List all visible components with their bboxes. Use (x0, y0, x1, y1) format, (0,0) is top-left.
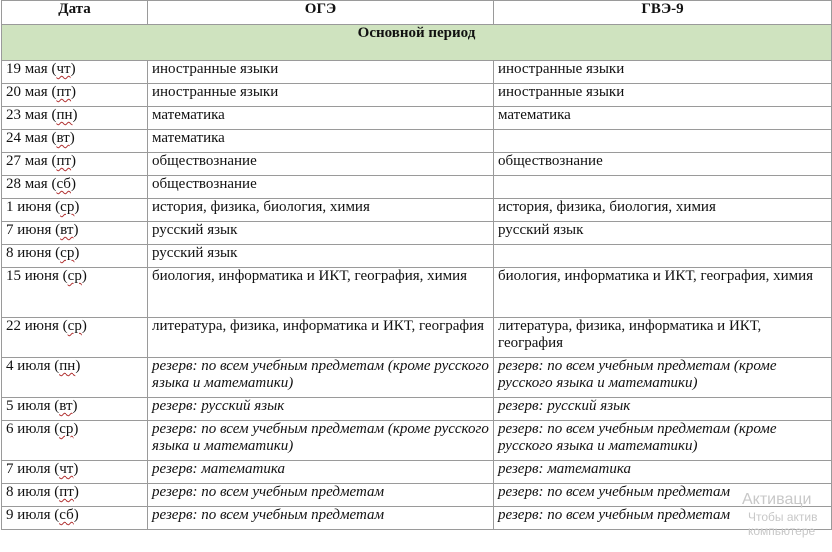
date-day: 9 июля (6, 507, 51, 523)
date-weekday: ср (67, 268, 82, 284)
gve-subject-cell: резерв: по всем учебным предметам (494, 484, 832, 507)
header-gve: ГВЭ-9 (494, 1, 832, 25)
oge-subject-cell: русский язык (148, 245, 494, 268)
date-day: 20 мая (6, 84, 48, 100)
header-row (2, 1, 832, 25)
oge-subject-cell: иностранные языки (148, 61, 494, 84)
table-row (2, 61, 832, 84)
table-row (2, 222, 832, 245)
oge-subject-cell: обществознание (148, 153, 494, 176)
date-weekday: сб (56, 176, 71, 192)
date-weekday: вт (59, 398, 73, 414)
date-cell: 6 июля (ср) (2, 421, 148, 461)
date-day: 5 июля (6, 398, 51, 414)
date-day: 15 июня (6, 268, 59, 284)
table-row (2, 461, 832, 484)
oge-subject-cell: литература, физика, информатика и ИКТ, география (148, 318, 494, 358)
header-date: Дата (2, 1, 148, 25)
gve-subject-cell (494, 245, 832, 268)
table-row (2, 268, 832, 318)
table-row (2, 245, 832, 268)
oge-subject-cell: биология, информатика и ИКТ, география, химия (148, 268, 494, 318)
date-day: 22 июня (6, 318, 59, 334)
date-day: 6 июля (6, 421, 51, 437)
oge-subject-cell: русский язык (148, 222, 494, 245)
date-weekday: ср (59, 421, 74, 437)
watermark-line-3: компьютере (748, 524, 816, 538)
date-weekday: пт (56, 84, 72, 100)
gve-subject-cell: математика (494, 107, 832, 130)
oge-subject-cell: резерв: математика (148, 461, 494, 484)
gve-subject-cell: биология, информатика и ИКТ, география, химия (494, 268, 832, 318)
date-weekday: ср (60, 199, 75, 215)
date-cell: 20 мая (пт) (2, 84, 148, 107)
date-cell: 15 июня (ср) (2, 268, 148, 318)
date-cell: 22 июня (ср) (2, 318, 148, 358)
date-cell: 8 июля (пт) (2, 484, 148, 507)
date-cell: 7 июля (чт) (2, 461, 148, 484)
date-weekday: чт (59, 461, 74, 477)
table-row (2, 130, 832, 153)
date-cell: 1 июня (ср) (2, 199, 148, 222)
date-cell: 23 мая (пн) (2, 107, 148, 130)
table-row (2, 421, 832, 461)
gve-subject-cell: резерв: русский язык (494, 398, 832, 421)
date-day: 1 июня (6, 199, 52, 215)
date-weekday: чт (56, 61, 71, 77)
date-weekday: ср (60, 245, 75, 261)
watermark-line-2: Чтобы актив (748, 510, 818, 524)
date-weekday: пн (59, 358, 76, 374)
date-day: 7 июля (6, 461, 51, 477)
gve-subject-cell: резерв: математика (494, 461, 832, 484)
table-row (2, 507, 832, 530)
table-row (2, 153, 832, 176)
date-day: 4 июля (6, 358, 51, 374)
gve-subject-cell: литература, физика, информатика и ИКТ, география (494, 318, 832, 358)
oge-subject-cell: резерв: по всем учебным предметам (кроме русского языка и математики) (148, 358, 494, 398)
date-day: 19 мая (6, 61, 48, 77)
oge-subject-cell: резерв: по всем учебным предметам (148, 507, 494, 530)
date-cell: 27 мая (пт) (2, 153, 148, 176)
date-weekday: сб (59, 507, 74, 523)
date-day: 23 мая (6, 107, 48, 123)
gve-subject-cell: резерв: по всем учебным предметам (494, 507, 832, 530)
period-row (2, 25, 832, 61)
gve-subject-cell: иностранные языки (494, 61, 832, 84)
table-row (2, 176, 832, 199)
table-row (2, 84, 832, 107)
date-weekday: пн (56, 107, 73, 123)
oge-subject-cell: резерв: по всем учебным предметам (кроме русского языка и математики) (148, 421, 494, 461)
date-day: 28 мая (6, 176, 48, 192)
date-weekday: вт (56, 130, 70, 146)
table-row (2, 318, 832, 358)
table-row (2, 398, 832, 421)
gve-subject-cell: русский язык (494, 222, 832, 245)
date-cell: 19 мая (чт) (2, 61, 148, 84)
date-day: 8 июня (6, 245, 52, 261)
date-day: 24 мая (6, 130, 48, 146)
gve-subject-cell: обществознание (494, 153, 832, 176)
oge-subject-cell: иностранные языки (148, 84, 494, 107)
oge-subject-cell: резерв: русский язык (148, 398, 494, 421)
gve-subject-cell: история, физика, биология, химия (494, 199, 832, 222)
header-oge: ОГЭ (148, 1, 494, 25)
oge-subject-cell: обществознание (148, 176, 494, 199)
exam-schedule-table (1, 0, 832, 530)
date-day: 7 июня (6, 222, 52, 238)
date-cell: 8 июня (ср) (2, 245, 148, 268)
date-weekday: пт (59, 484, 74, 500)
table-row (2, 358, 832, 398)
gve-subject-cell: резерв: по всем учебным предметам (кроме русского языка и математики) (494, 421, 832, 461)
date-cell: 7 июня (вт) (2, 222, 148, 245)
oge-subject-cell: математика (148, 107, 494, 130)
date-weekday: вт (60, 222, 74, 238)
table-row (2, 484, 832, 507)
oge-subject-cell: история, физика, биология, химия (148, 199, 494, 222)
date-day: 27 мая (6, 153, 48, 169)
gve-subject-cell: иностранные языки (494, 84, 832, 107)
date-weekday: пт (56, 153, 72, 169)
date-cell: 4 июля (пн) (2, 358, 148, 398)
watermark-line-1: Активаци (742, 491, 812, 508)
date-cell: 9 июля (сб) (2, 507, 148, 530)
table-row (2, 199, 832, 222)
oge-subject-cell: резерв: по всем учебным предметам (148, 484, 494, 507)
gve-subject-cell: резерв: по всем учебным предметам (кроме русского языка и математики) (494, 358, 832, 398)
date-cell: 28 мая (сб) (2, 176, 148, 199)
gve-subject-cell (494, 176, 832, 199)
period-label: Основной период (2, 25, 832, 61)
date-cell: 5 июля (вт) (2, 398, 148, 421)
windows-activation-watermark (742, 490, 832, 538)
date-day: 8 июля (6, 484, 51, 500)
oge-subject-cell: математика (148, 130, 494, 153)
gve-subject-cell (494, 130, 832, 153)
table-row (2, 107, 832, 130)
date-weekday: ср (67, 318, 82, 334)
date-cell: 24 мая (вт) (2, 130, 148, 153)
